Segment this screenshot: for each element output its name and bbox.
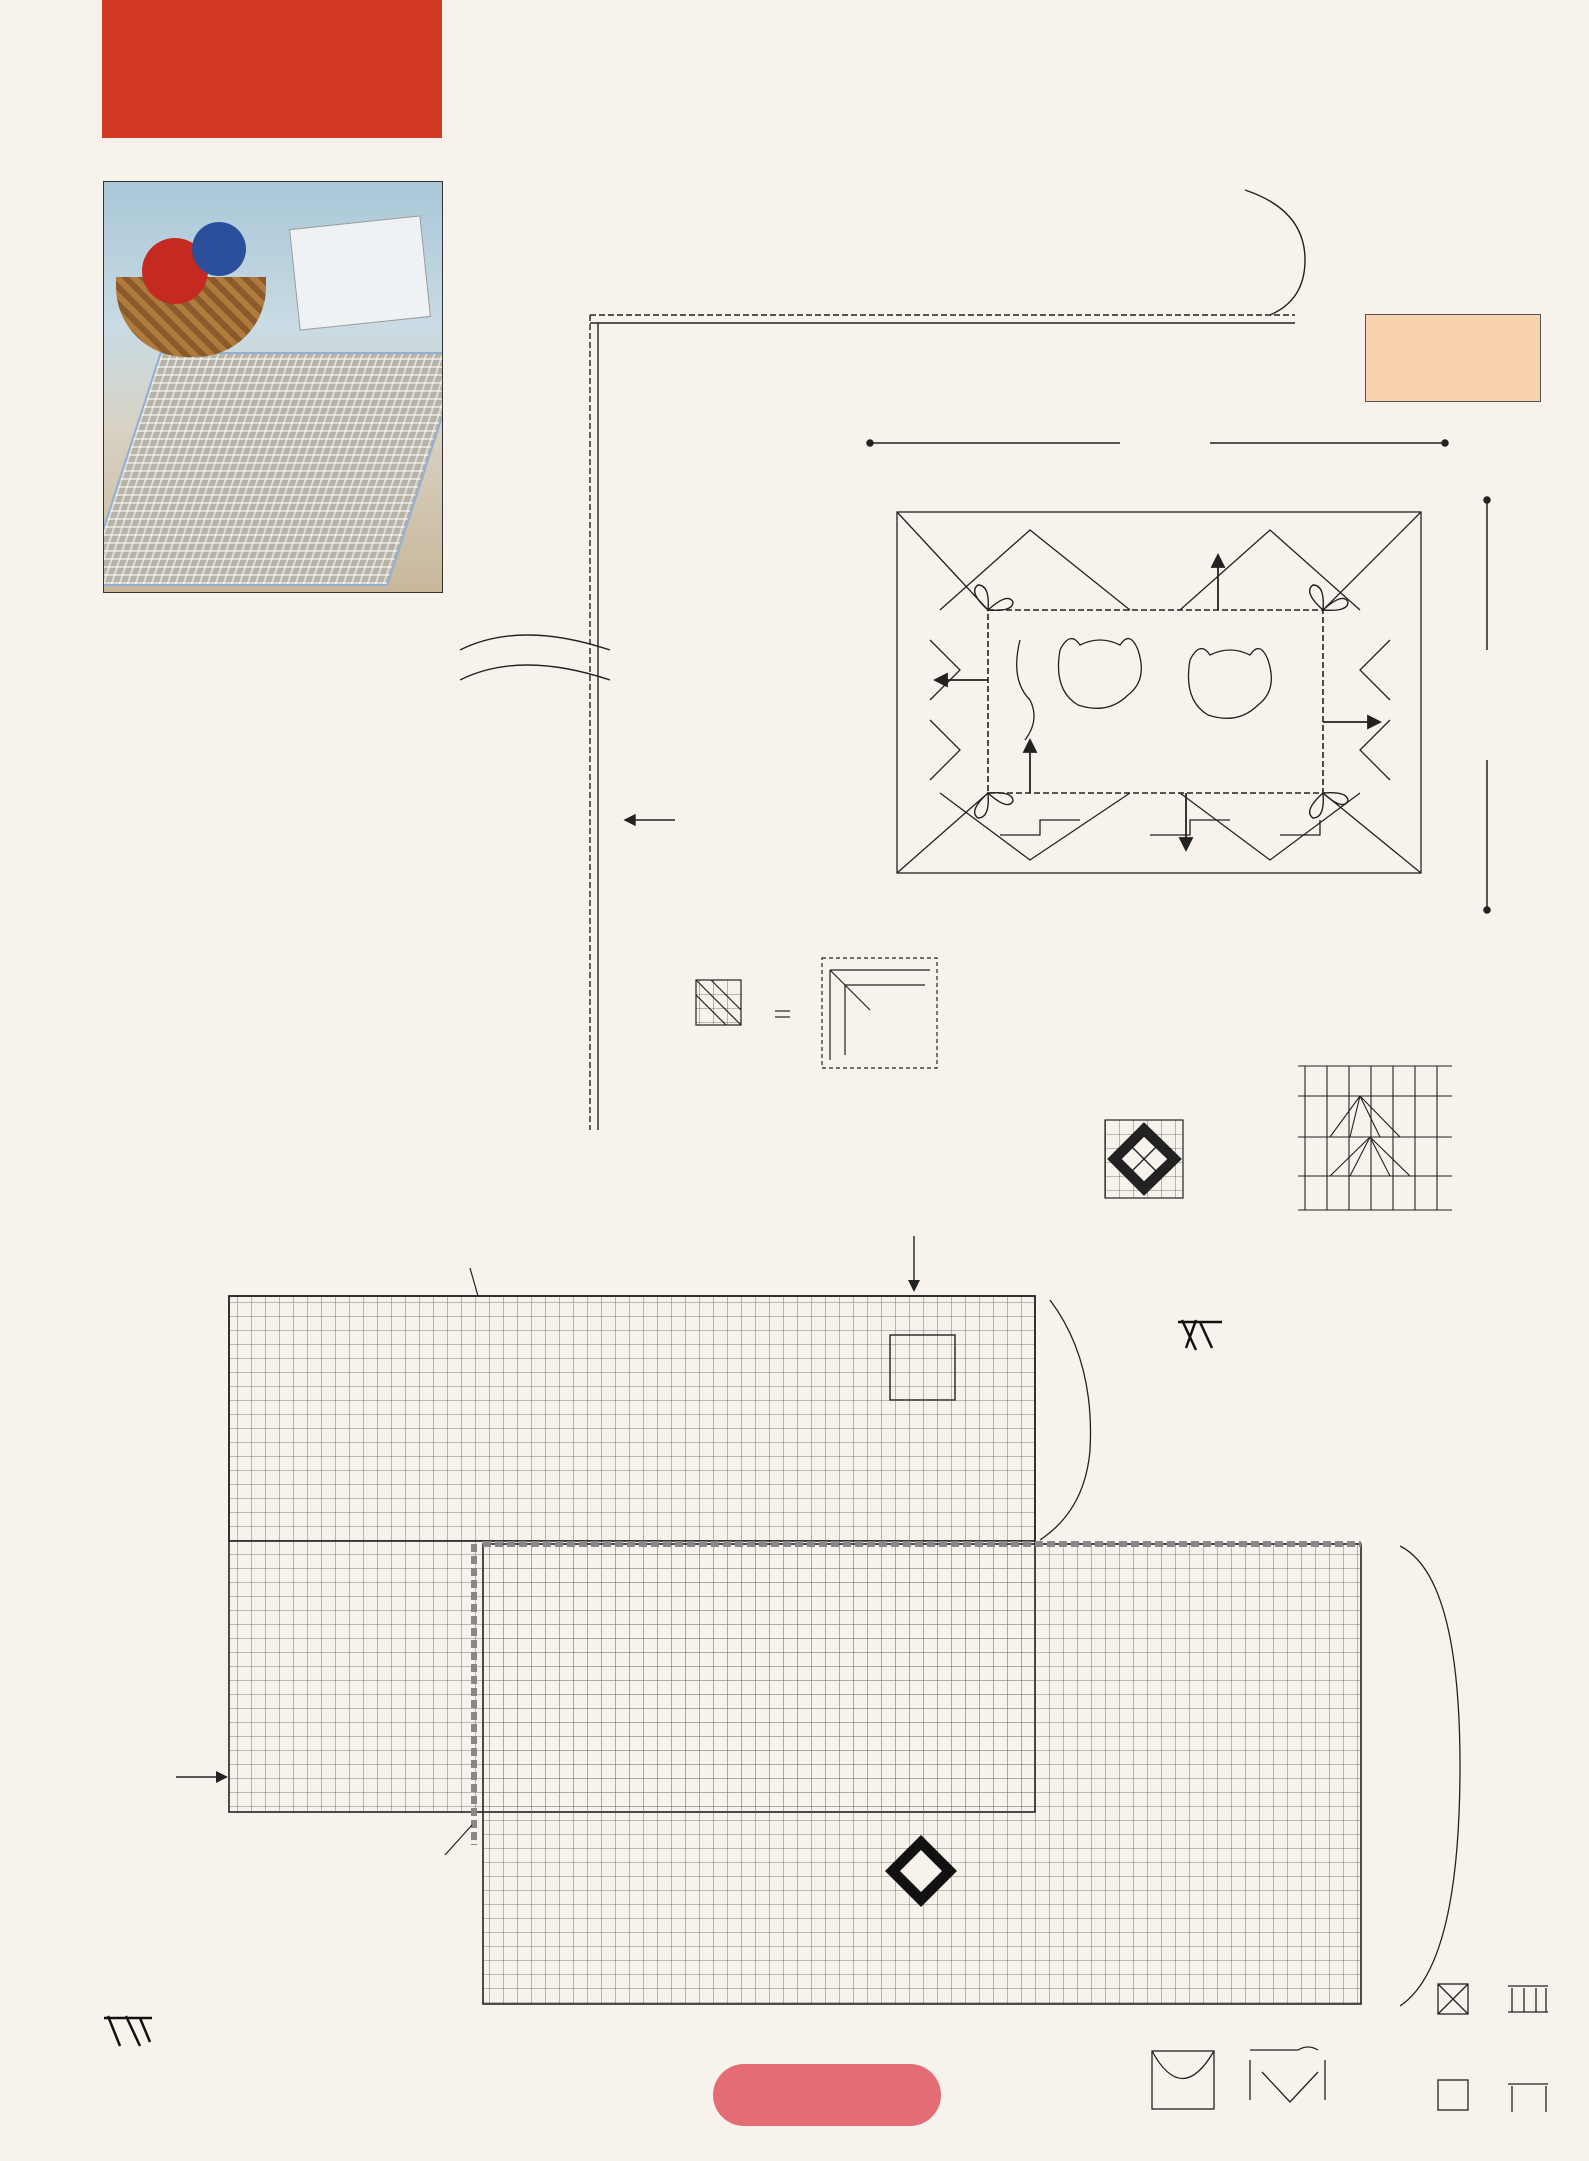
angulo-grid	[696, 958, 937, 1068]
legend-shell	[1152, 2047, 1325, 2109]
edge-diagram	[460, 190, 1305, 1130]
logo-line1	[713, 2064, 941, 2068]
dimension-53	[1484, 497, 1490, 913]
pelota-stitch-diagram	[1298, 1066, 1452, 1210]
hacer-symbol	[1178, 1320, 1222, 1350]
legend-cross-square	[1438, 1984, 1548, 2112]
schematic-outline	[897, 512, 1421, 873]
dimension-73	[867, 440, 1448, 446]
magazine-logo	[713, 2064, 941, 2126]
pelota-motif	[1105, 1120, 1183, 1198]
chart-part-a	[474, 1544, 1361, 2004]
clavando-symbol	[104, 2016, 152, 2046]
